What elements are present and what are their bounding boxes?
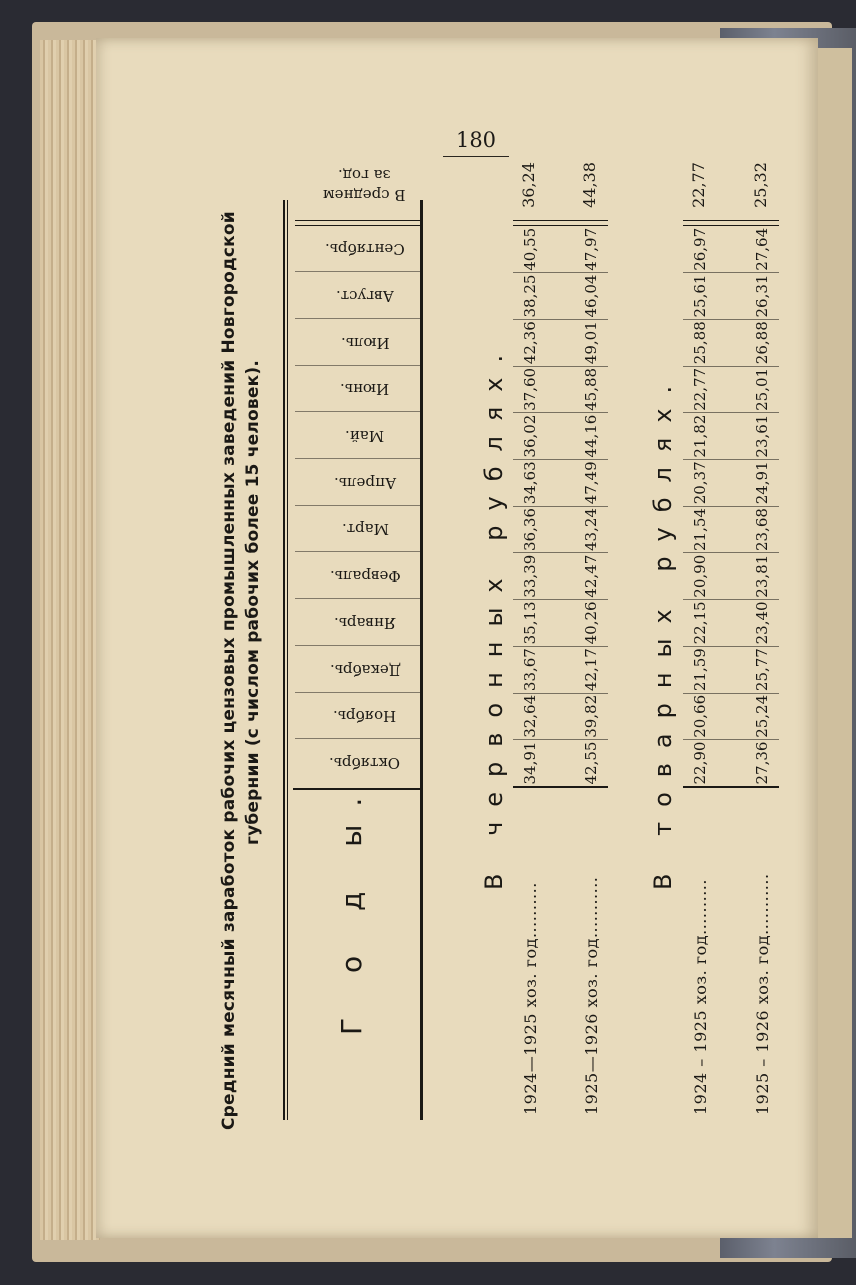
average-header: В среднем за год. [322,166,406,204]
table-cell: 36,02 [521,414,539,458]
month-header: Сентябрь. [325,240,405,259]
header-column-rule [295,738,420,739]
table-cell: 36,36 [521,508,539,551]
table-cell: 42,36 [521,321,539,365]
table-cell: 46,04 [582,274,600,318]
cell-rule [513,366,608,367]
average-cell: 36,24 [519,162,538,208]
header-column-rule [295,505,420,506]
month-header: Декабрь. [329,660,401,679]
table-cell: 34,91 [521,741,539,785]
cell-rule [683,739,779,740]
cell-rule [683,693,779,694]
rotated-table [215,162,775,1130]
table-cell: 23,68 [753,508,771,551]
cell-rule [513,646,608,647]
table-cell: 38,25 [521,274,539,318]
header-column-rule [295,365,420,366]
header-column-rule [295,271,420,272]
table-cell: 25,24 [753,694,771,738]
header-column-rule [295,552,420,553]
average-double-rule [295,220,420,226]
cell-rule [513,553,608,554]
cell-rule [683,646,779,647]
table-cell: 40,55 [521,227,539,271]
table-cell: 24,91 [753,461,771,505]
title-line-1: Средний месячный заработок рабочих цензовых промышленных заведений Новгородской [219,211,239,1130]
month-header: Май. [345,427,385,446]
average-cell: 44,38 [580,162,599,208]
header-column-rule [295,598,420,599]
page-number: 180 [443,128,509,157]
cell-rule [683,272,779,273]
header-column-rule [295,318,420,319]
header-top-rule [283,200,285,1120]
table-cell: 26,88 [753,321,771,365]
cell-rule [513,459,608,460]
header-column-rule [295,645,420,646]
month-header: Январь. [333,613,397,632]
cell-rule [683,319,779,320]
table-cell: 37,60 [521,367,539,411]
table-cell: 21,54 [691,508,709,551]
cell-rule [683,412,779,413]
cell-rule [683,506,779,507]
cell-rule [513,412,608,413]
table-cell: 47,97 [582,227,600,271]
table-cell: 20,90 [691,554,709,598]
table-cell: 26,31 [753,274,771,318]
table-cell: 22,90 [691,741,709,785]
table-cell: 21,59 [691,648,709,692]
table-cell: 33,67 [521,648,539,692]
section-title: В червонных рублях. [480,339,508,890]
row-label: 1925—1926 хоз. год........... [582,876,601,1115]
table-cell: 32,64 [521,694,539,738]
table-cell: 49,01 [582,321,600,365]
section-left-rule [683,786,779,788]
table-cell: 47,49 [582,461,600,505]
cell-rule [683,553,779,554]
table-cell: 35,13 [521,601,539,645]
table-cell: 25,61 [691,274,709,318]
month-header: Август. [336,287,394,305]
page-edges [40,40,100,1240]
table-cell: 23,40 [753,601,771,645]
table-cell: 22,15 [691,601,709,645]
header-top-rule-2 [287,200,288,1120]
header-column-rule [295,411,420,412]
table-cell: 27,36 [753,741,771,785]
table-cell: 33,39 [521,554,539,598]
section-average-rule [513,220,608,226]
table-cell: 42,17 [582,648,600,692]
month-header: Октябрь. [329,754,401,772]
section-average-rule [683,220,779,226]
table-cell: 40,26 [582,601,600,645]
average-cell: 22,77 [689,162,708,208]
row-label: 1924—1925 хоз. год.......... [521,882,540,1115]
table-cell: 22,77 [691,367,709,411]
table-cell: 43,24 [582,508,600,551]
table-cell: 21,82 [691,414,709,458]
header-column-rule [295,458,420,459]
table-title [217,200,265,1130]
average-cell: 25,32 [751,162,770,208]
title-line-2: губернии (с числом рабочих более 15 человек). [243,360,263,845]
month-header: Июнь. [340,380,390,399]
years-column-header: Г о д ы. [335,779,368,1035]
header-column-rule [295,692,420,693]
month-header: Февраль. [329,567,401,586]
table-cell: 25,88 [691,321,709,365]
table-cell: 39,82 [582,694,600,738]
cell-rule [513,693,608,694]
table-cell: 42,47 [582,554,600,598]
table-cell: 26,97 [691,227,709,271]
section-left-rule [513,786,608,788]
cell-rule [513,739,608,740]
cell-rule [513,272,608,273]
row-label: 1924 – 1925 хоз. год.......... [691,879,710,1115]
table-cell: 20,66 [691,694,709,738]
month-header: Март. [341,520,389,539]
table-cell: 25,01 [753,367,771,411]
table-cell: 27,64 [753,227,771,271]
row-label: 1925 – 1926 хоз. год........... [753,873,772,1115]
month-header: Июль. [340,333,390,352]
table-cell: 25,77 [753,648,771,692]
table-cell: 23,81 [753,554,771,598]
section-title: В товарных рублях. [649,370,677,890]
month-header-row [295,166,415,1130]
cell-rule [513,506,608,507]
cell-rule [683,599,779,600]
cell-rule [683,366,779,367]
table-cell: 42,55 [582,741,600,785]
table-cell: 34,63 [521,461,539,505]
table-cell: 45,88 [582,367,600,411]
table-cell: 20,37 [691,461,709,505]
table-cell: 44,16 [582,414,600,458]
cell-rule [683,459,779,460]
next-page-edge [812,48,852,1238]
cell-rule [513,319,608,320]
month-header: Апрель. [333,473,397,492]
month-header: Ноябрь. [333,707,397,726]
table-cell: 23,61 [753,414,771,458]
cell-rule [513,599,608,600]
